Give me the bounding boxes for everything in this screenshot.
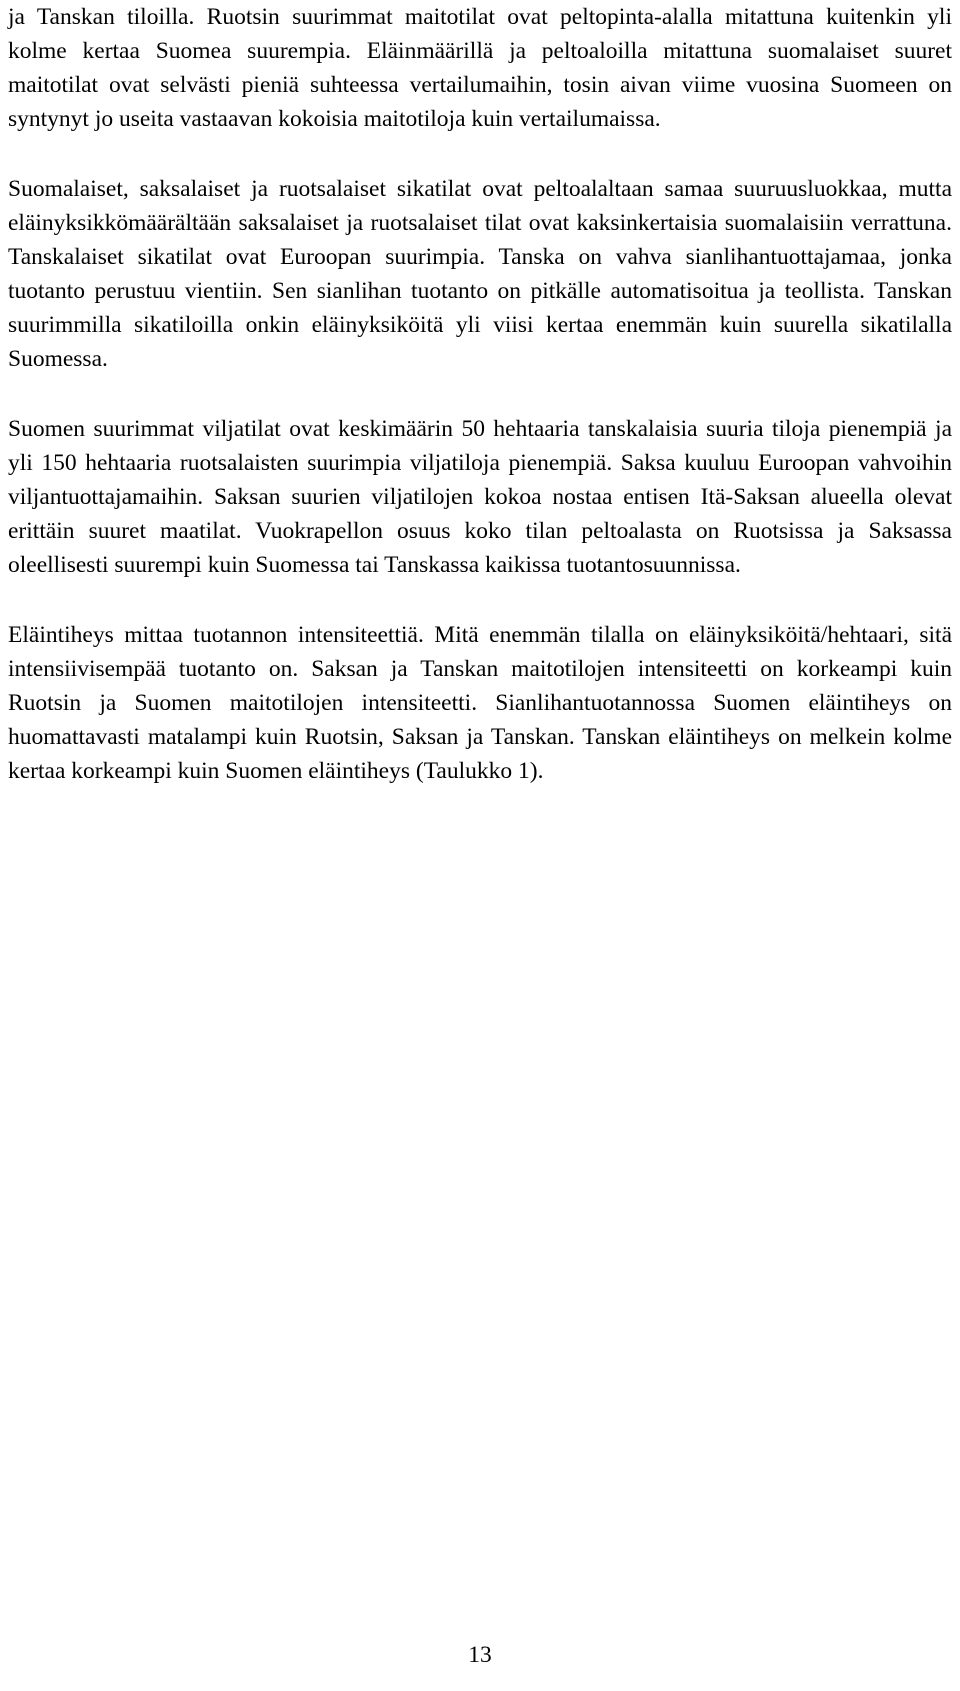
body-paragraph-4: Eläintiheys mittaa tuotannon intensiteettiä. Mitä enemmän tilalla on eläinyksiköitä/hehtaari, sitä intensiivisempää tuotanto on. Saksan ja Tanskan maitotilojen intensiteetti on korkeampi kuin Ruotsin ja Suomen maitotilojen intensiteetti. Sianlihantuotannossa Suomen eläintiheys on huomattavasti matalampi kuin Ruotsin, Saksan ja Tanskan. Tanskan eläintiheys on melkein kolme kertaa korkeampi kuin Suomen eläintiheys (Taulukko 1).: [8, 622, 952, 784]
body-paragraph-2: Suomalaiset, saksalaiset ja ruotsalaiset sikatilat ovat peltoalaltaan samaa suuruusluokkaa, mutta eläinyksikkömäärältään saksalaiset ja ruotsalaiset tilat ovat kaksinkertaisia suomalaisiin verrattuna. Tanskalaiset sikatilat ovat Euroopan suurimpia. Tanska on vahva sianlihantuottajamaa, jonka tuotanto perustuu vientiin. Sen sianlihan tuotanto on pitkälle automatisoitua ja teollista. Tanskan suurimmilla sikatiloilla onkin eläinyksiköitä yli viisi kertaa enemmän kuin suurella sikatilalla Suomessa.: [8, 176, 952, 372]
body-paragraph-3: Suomen suurimmat viljatilat ovat keskimäärin 50 hehtaaria tanskalaisia suuria tiloja pienempiä ja yli 150 hehtaaria ruotsalaisten suurimpia viljatiloja pienempiä. Saksa kuuluu Euroopan vahvoihin viljantuottajamaihin. Saksan suurien viljatilojen kokoa nostaa entisen Itä-Saksan alueella olevat erittäin suuret maatilat. Vuokrapellon osuus koko tilan peltoalasta on Ruotsissa ja Saksassa oleellisesti suurempi kuin Suomessa tai Tanskassa kaikissa tuotantosuunnissa.: [8, 416, 952, 578]
body-paragraph-1: ja Tanskan tiloilla. Ruotsin suurimmat maitotilat ovat peltopinta-alalla mitattuna kuitenkin yli kolme kertaa Suomea suurempia. Eläinmäärillä ja peltoaloilla mitattuna suomalaiset suuret maitotilat ovat selvästi pieniä suhteessa vertailumaihin, tosin aivan viime vuosina Suomeen on syntynyt jo useita vastaavan kokoisia maitotiloja kuin vertailumaissa.: [8, 4, 952, 132]
document-page: [8, 0, 952, 788]
page-number: 13: [468, 1642, 492, 1668]
